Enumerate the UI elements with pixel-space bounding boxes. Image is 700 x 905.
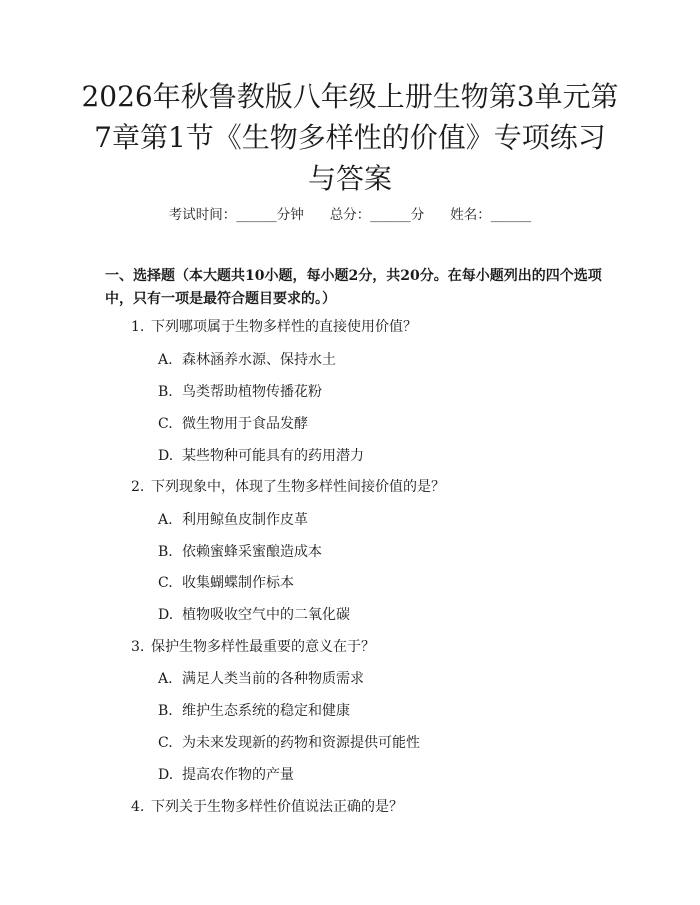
question-number: 2. (131, 479, 145, 495)
question-1 (131, 317, 417, 337)
question-4 (131, 797, 403, 817)
option-letter: C. (158, 575, 173, 591)
title-line: 与答案 (307, 162, 392, 195)
question-1-option-a (158, 350, 336, 370)
question-stem: 保护生物多样性最重要的意义在于？ (151, 639, 375, 655)
question-number: 3. (131, 639, 145, 655)
option-text: 植物吸收空气中的二氧化碳 (182, 607, 350, 623)
question-2-option-a (158, 510, 308, 530)
option-text: 鸟类帮助植物传播花粉 (182, 384, 322, 400)
document-title (60, 76, 640, 199)
title-line: 7章第1节《生物多样性的价值》专项练习 (94, 121, 606, 154)
option-text: 森林涵养水源、保持水土 (182, 352, 336, 368)
option-text: 收集蝴蝶制作标本 (182, 575, 294, 591)
option-letter: C. (158, 735, 173, 751)
option-letter: C. (158, 416, 173, 432)
question-1-option-b (158, 382, 322, 402)
option-text: 某些物种可能具有的药用潜力 (182, 448, 364, 464)
title-line: 2026年秋鲁教版八年级上册生物第3单元第 (81, 80, 619, 113)
option-letter: D. (158, 607, 174, 623)
question-stem: 下列关于生物多样性价值说法正确的是？ (151, 799, 403, 815)
exam-time-label: 考试时间：______分钟 (168, 207, 304, 223)
option-text: 依赖蜜蜂采蜜酿造成本 (182, 544, 322, 560)
question-2-option-c (158, 573, 294, 593)
option-letter: D. (158, 448, 174, 464)
exam-info (0, 205, 700, 225)
question-number: 1. (131, 319, 145, 335)
question-3-option-a (158, 669, 364, 689)
question-stem: 下列哪项属于生物多样性的直接使用价值？ (151, 319, 417, 335)
question-1-option-d (158, 446, 364, 466)
question-2-option-b (158, 542, 322, 562)
option-letter: A. (158, 671, 173, 687)
option-text: 利用鲸鱼皮制作皮革 (182, 512, 308, 528)
option-letter: A. (158, 512, 173, 528)
question-3 (131, 637, 375, 657)
option-text: 提高农作物的产量 (182, 767, 294, 783)
name-label: 姓名：______ (450, 207, 532, 223)
total-score-label: 总分：______分 (329, 207, 425, 223)
option-letter: B. (158, 384, 173, 400)
question-3-option-c (158, 733, 420, 753)
question-3-option-b (158, 701, 350, 721)
question-number: 4. (131, 799, 145, 815)
option-letter: B. (158, 703, 173, 719)
question-2 (131, 477, 445, 497)
option-letter: A. (158, 352, 173, 368)
option-letter: B. (158, 544, 173, 560)
option-text: 维护生态系统的稳定和健康 (182, 703, 350, 719)
option-text: 为未来发现新的药物和资源提供可能性 (182, 735, 420, 751)
question-2-option-d (158, 605, 350, 625)
option-text: 满足人类当前的各种物质需求 (182, 671, 364, 687)
question-stem: 下列现象中，体现了生物多样性间接价值的是？ (151, 479, 445, 495)
section-heading: 一、选择题（本大题共10小题，每小题2分，共20分。在每小题列出的四个选项中，只有一项是最符合题目要求的。） (105, 268, 602, 307)
option-text: 微生物用于食品发酵 (182, 416, 308, 432)
question-1-option-c (158, 414, 308, 434)
option-letter: D. (158, 767, 174, 783)
question-3-option-d (158, 765, 294, 785)
